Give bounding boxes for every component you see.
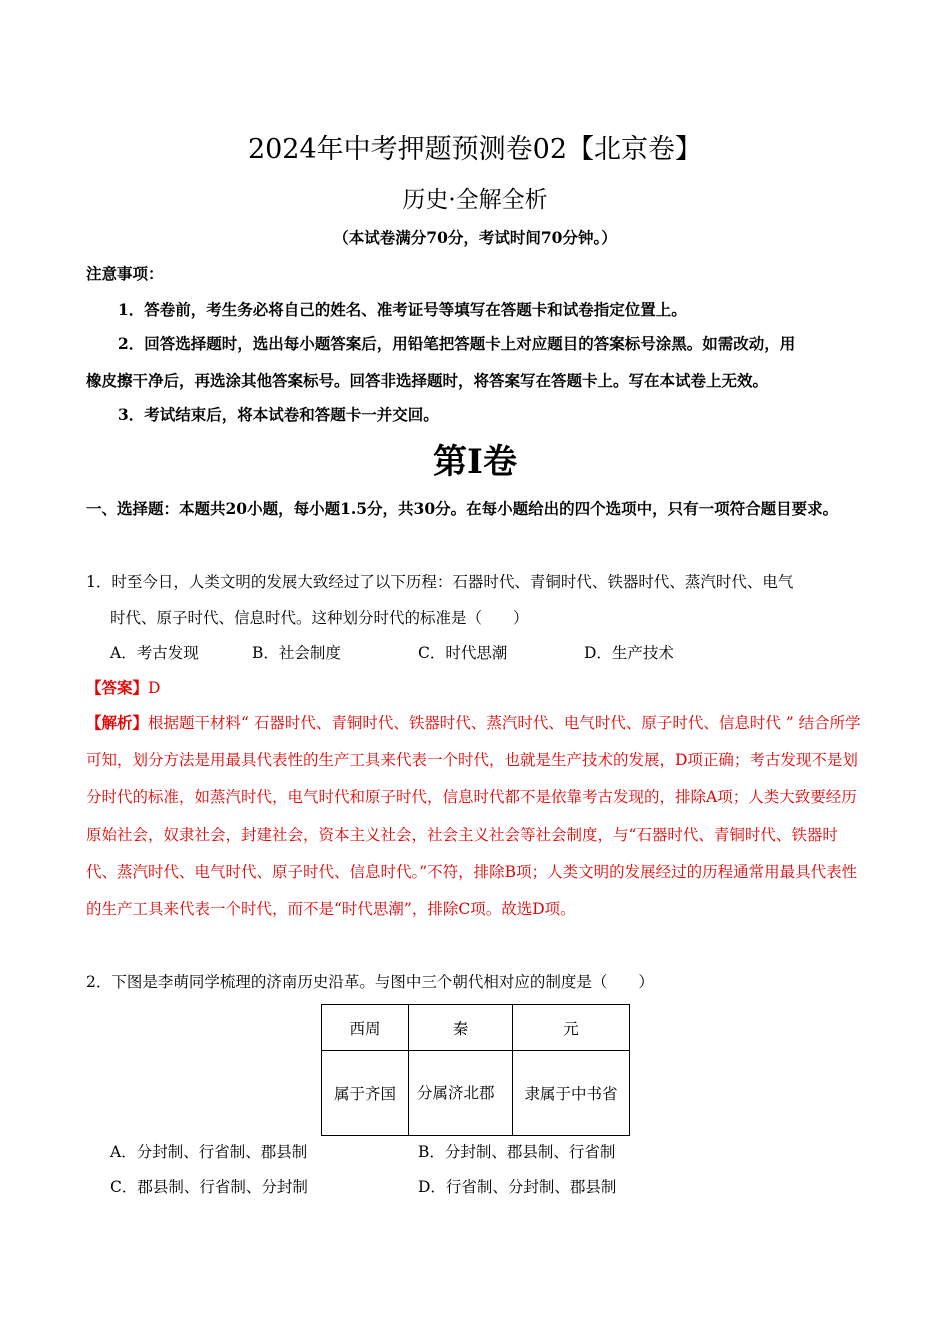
table-cell: 属于齐国 — [322, 1051, 409, 1136]
q1-answer-label: 【答案】 — [86, 678, 149, 697]
q1-analysis-label: 【解析】 — [86, 713, 149, 732]
q2-option-d: D．行省制、分封制、郡县制 — [418, 1178, 617, 1196]
page-title: 2024年中考押题预测卷02【北京卷】 — [247, 134, 703, 165]
q2-option-b: B．分封制、郡县制、行省制 — [418, 1143, 616, 1161]
q2-option-a: A．分封制、行省制、郡县制 — [110, 1143, 308, 1161]
exam-note: （本试卷满分70分，考试时间70分钟。） — [333, 228, 617, 247]
q1-option-d: D．生产技术 — [584, 644, 674, 662]
q1-stem-line2: 时代、原子时代、信息时代。这种划分时代的标准是（ ） — [110, 609, 529, 627]
table-cell: 分属济北郡 — [409, 1051, 513, 1136]
q1-answer-value: D — [148, 679, 161, 697]
page-subtitle: 历史·全解全析 — [402, 187, 548, 213]
q2-stem: 2．下图是李萌同学梳理的济南历史沿革。与图中三个朝代相对应的制度是（ ） — [86, 973, 654, 991]
q2-option-c: C．郡县制、行省制、分封制 — [110, 1178, 308, 1196]
notes-item-3: 3．考试结束后，将本试卷和答题卡一并交回。 — [118, 405, 439, 424]
table-cell: 隶属于中书省 — [513, 1051, 630, 1136]
section-instructions: 一、选择题：本题共20小题，每小题1.5分，共30分。在每小题给出的四个选项中，只有一项符合题目要求。 — [86, 499, 839, 518]
notes-item-2: 2．回答选择题时，选出每小题答案后，用铅笔把答题卡上对应题目的答案标号涂黑。如需改动，用 — [118, 334, 796, 353]
q1-analysis — [86, 704, 866, 928]
table-header-row — [322, 1005, 630, 1051]
q1-answer — [86, 676, 160, 700]
table-header-cell: 西周 — [322, 1005, 409, 1051]
q1-option-c: C．时代思潮 — [418, 644, 508, 662]
q1-analysis-text: 根据题干材料“ 石器时代、青铜时代、铁器时代、蒸汽时代、电气时代、原子时代、信息时代 ” 结合所学可知，划分方法是用最具代表性的生产工具来代表一个时代，也就是生产技术的发展，D项正确；考古发现不是划分时代的标准，如蒸汽时代，电气时代和原子时代，信息时代都不是依靠考古发现的，排除A项；人类大致要经历原始社会，奴隶社会，封建社会，资本主义社会，社会主义社会等社会制度，与“石器时代、青铜时代、铁器时代、蒸汽时代、电气时代、原子时代、信息时代。”不符，排除B项；人类文明的发展经过的历程通常用最具代表性的生产工具来代表一个时代，而不是“时代思潮”，排除C项。故选D项。 — [86, 714, 861, 919]
table-header-cell: 秦 — [409, 1005, 513, 1051]
section-title: 第I卷 — [433, 442, 517, 482]
table-header-cell: 元 — [513, 1005, 630, 1051]
q1-stem-line1: 1．时至今日，人类文明的发展大致经过了以下历程：石器时代、青铜时代、铁器时代、蒸汽时代、电气 — [86, 573, 794, 591]
notes-item-2-cont: 橡皮擦干净后，再选涂其他答案标号。回答非选择题时，将答案写在答题卡上。写在本试卷上无效。 — [86, 371, 769, 390]
q1-option-b: B．社会制度 — [252, 644, 341, 662]
table-row — [322, 1051, 630, 1136]
notes-item-1: 1．答卷前，考生务必将自己的姓名、准考证号等填写在答题卡和试卷指定位置上。 — [118, 300, 687, 319]
history-table — [321, 1004, 630, 1136]
notes-heading: 注意事项： — [86, 264, 164, 283]
q1-option-a: A．考古发现 — [110, 644, 199, 662]
